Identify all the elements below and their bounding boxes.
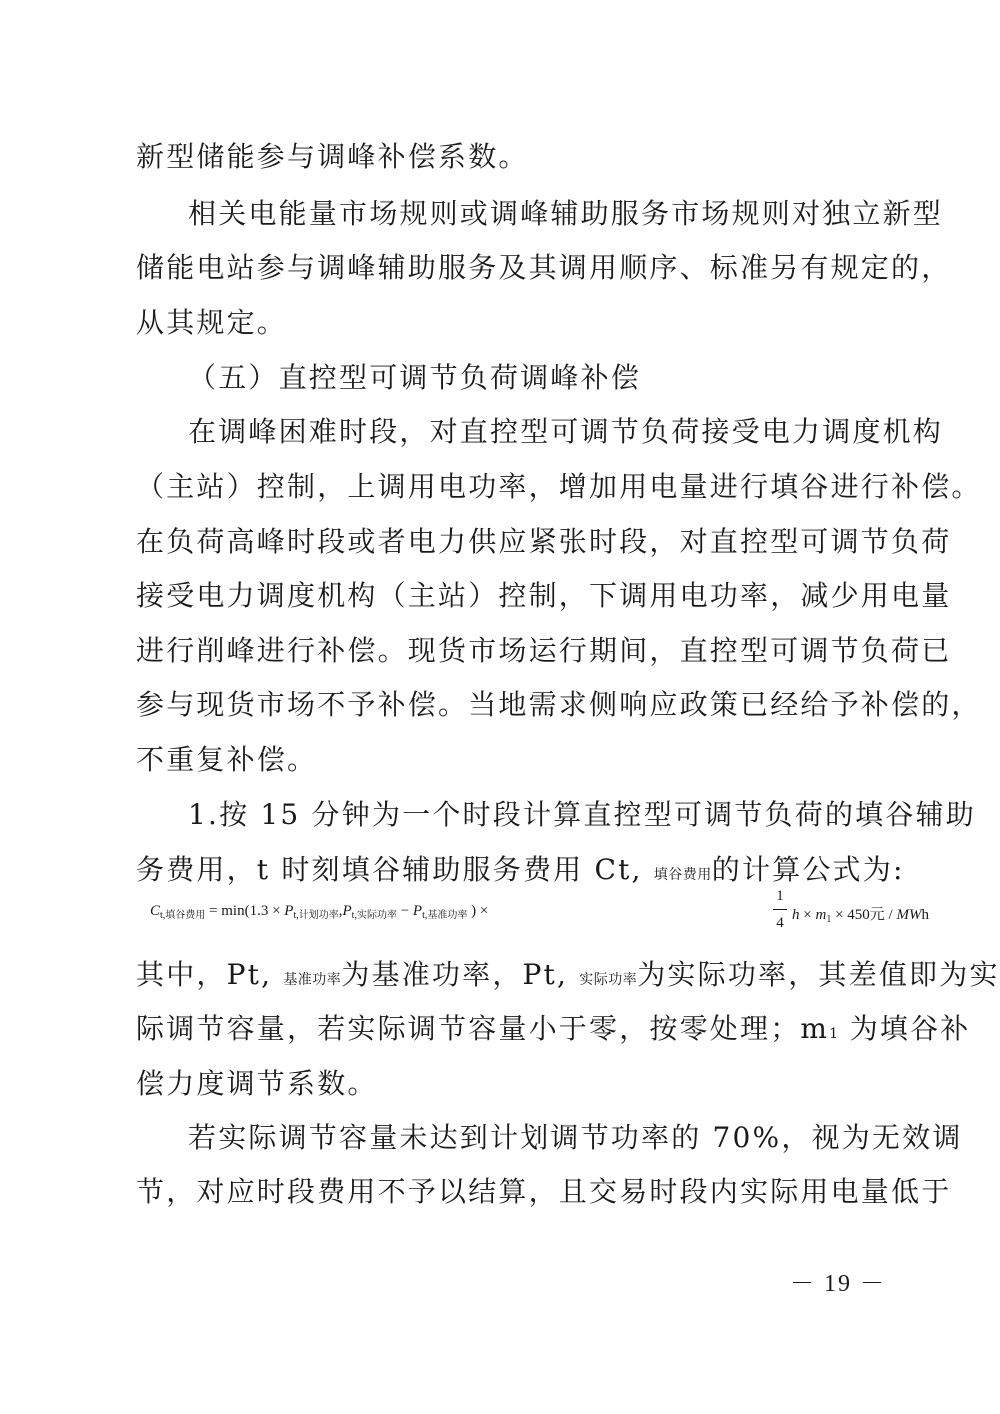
text-span: 为基准功率，Pt, (341, 958, 569, 991)
section-heading: （五）直控型可调节负荷调峰补偿 (188, 361, 642, 394)
text-span: 为填谷补 (849, 1012, 971, 1045)
text-line: 1.按 15 分钟为一个时段计算直控型可调节负荷的填谷辅助 (188, 798, 976, 831)
fraction-denominator: 4 (776, 915, 784, 931)
formula-text: h (921, 907, 929, 923)
text-line: 进行削峰进行补偿。现货市场运行期间，直控型可调节负荷已 (136, 634, 952, 667)
formula-block (150, 885, 929, 945)
text-line: 偿力度调节系数。 (136, 1067, 378, 1100)
text-line: 在负荷高峰时段或者电力供应紧张时段，对直控型可调节负荷 (136, 525, 952, 558)
text-line: 节，对应时段费用不予以结算，且交易时段内实际用电量低于 (136, 1175, 952, 1208)
text-span: 务费用，t 时刻填谷辅助服务费用 Ct, (136, 853, 643, 886)
text-span: 际调节容量，若实际调节容量小于零，按零处理；m (136, 1012, 830, 1045)
text-line: 从其规定。 (136, 306, 288, 339)
text-line: 不重复补偿。 (136, 743, 318, 776)
text-span: 其中，Pt, (136, 958, 273, 991)
text-line: 若实际调节容量未达到计划调节功率的 70%，视为无效调 (188, 1121, 963, 1154)
text-line (136, 1011, 971, 1047)
subscript-label: 基准功率 (283, 972, 342, 988)
formula-text: × 450元 / (835, 907, 893, 923)
text-line: 新型储能参与调峰补偿系数。 (136, 140, 529, 173)
formula-symbol: P (342, 903, 352, 919)
formula-symbol: h (792, 907, 800, 923)
text-line (136, 957, 1000, 993)
formula-subscript: t,基准功率 (422, 910, 468, 921)
fraction-bar (773, 909, 787, 910)
text-span: 为实际功率，其差值即为实 (637, 958, 1000, 991)
formula-subscript: t,计划功率 (293, 910, 339, 921)
subscript-label: 1 (829, 1026, 839, 1042)
subscript-label: 实际功率 (579, 972, 638, 988)
formula-text: , (338, 903, 343, 919)
formula-symbol: MW (896, 907, 922, 923)
text-line: （主站）控制，上调用电功率，增加用电量进行填谷进行补偿。 (136, 470, 982, 503)
text-span: 的计算公式为: (711, 853, 905, 886)
fraction-numerator: 1 (776, 888, 784, 904)
formula-symbol: P (412, 903, 423, 919)
formula-subscript: t,填谷费用 (160, 910, 206, 921)
text-line: 接受电力调度机构（主站）控制，下调用电功率，减少用电量 (136, 579, 952, 612)
text-line: 在调峰困难时段，对直控型可调节负荷接受电力调度机构 (188, 415, 944, 448)
formula-symbol: m (815, 907, 827, 923)
formula-subscript: t,实际功率 (351, 910, 397, 921)
text-line: 储能电站参与调峰辅助服务及其调用顺序、标准另有规定的， (136, 251, 952, 284)
formula-text: ) × (471, 903, 489, 919)
formula-symbol: P (284, 903, 294, 919)
formula-text: × (803, 907, 812, 923)
text-line: 参与现货市场不予补偿。当地需求侧响应政策已经给予补偿的， (136, 688, 982, 721)
formula-text: − (400, 903, 410, 919)
text-line: 相关电能量市场规则或调峰辅助服务市场规则对独立新型 (188, 197, 944, 230)
formula-text: = min(1.3 × (209, 903, 281, 919)
formula-symbol: C (150, 903, 161, 919)
formula-tail (792, 903, 929, 925)
formula-fraction (773, 885, 787, 934)
subscript-label: 填谷费用 (653, 867, 712, 883)
text-line (136, 852, 905, 888)
page-number: － 19 － (790, 1271, 886, 1297)
formula-main (150, 903, 488, 921)
formula-subscript: 1 (826, 914, 832, 925)
